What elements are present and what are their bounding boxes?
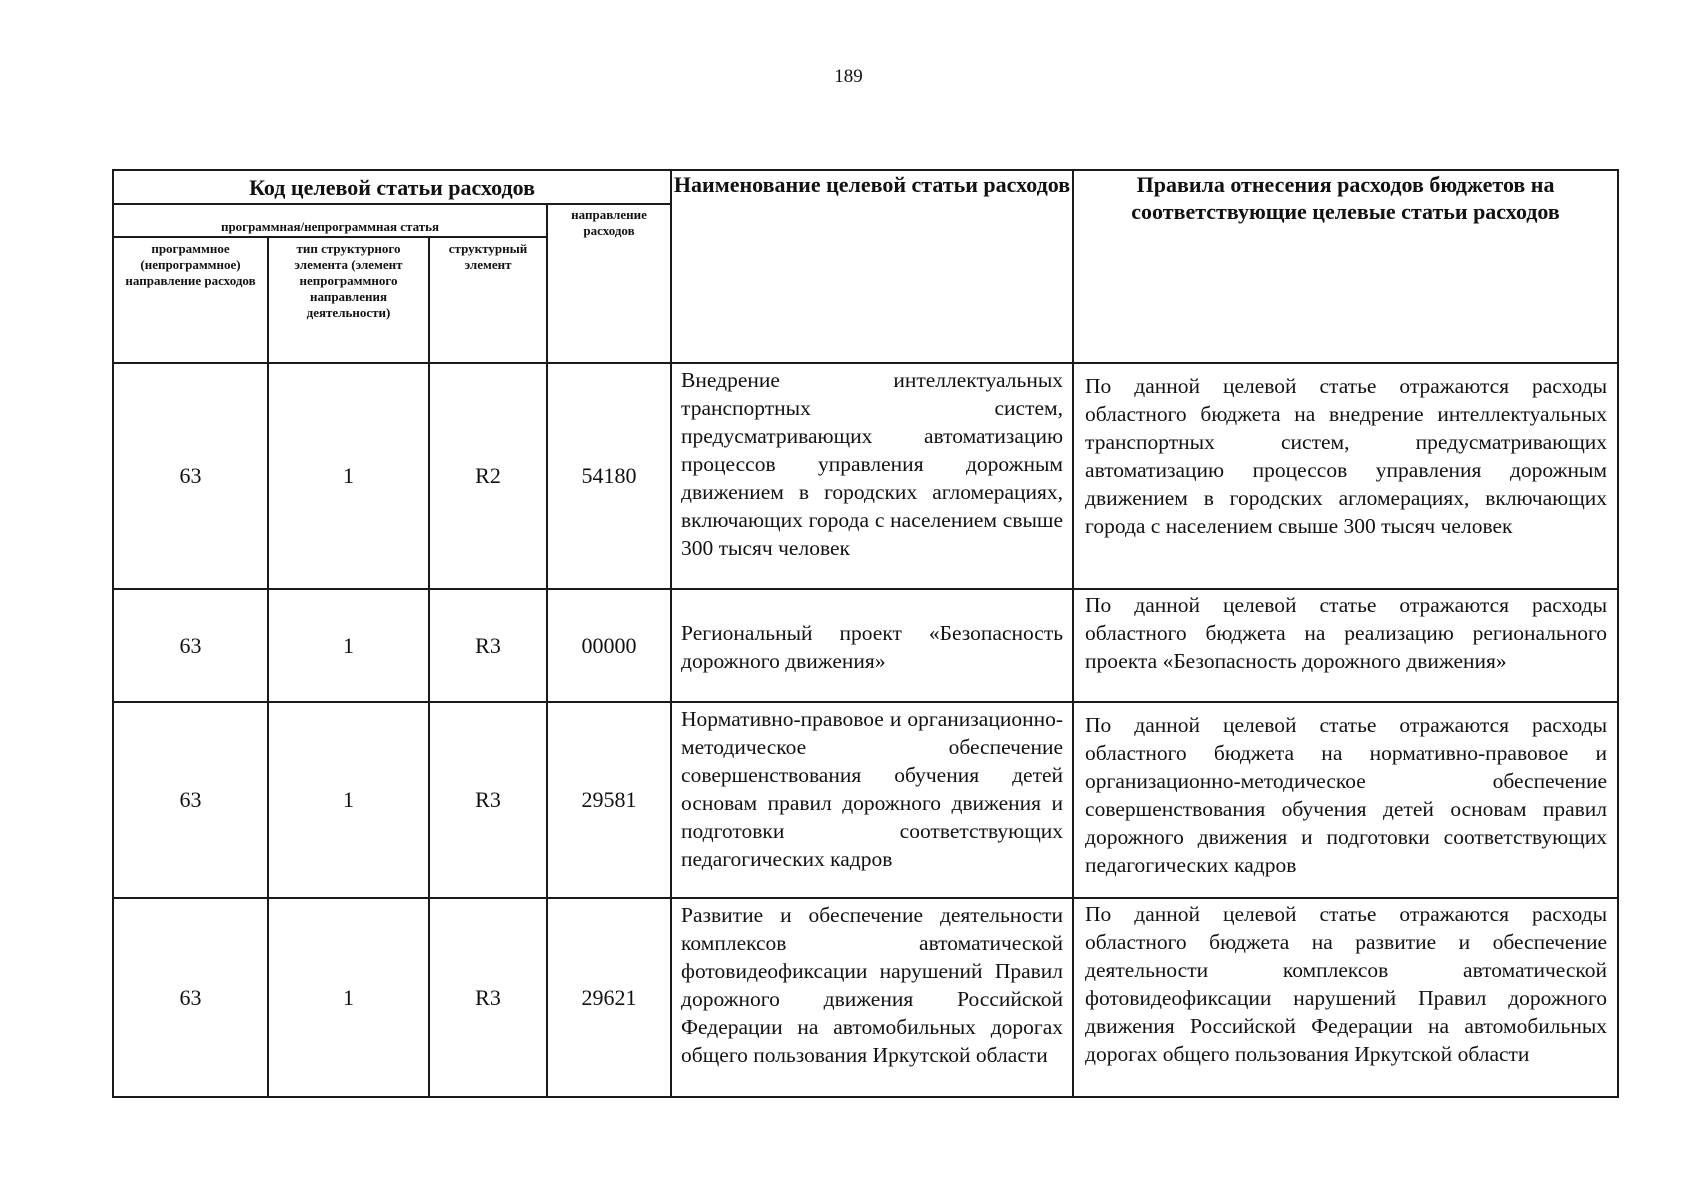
table-row — [113, 898, 1618, 1097]
program-code-cell: 63 — [113, 363, 268, 589]
type-code-cell: 1 — [268, 898, 429, 1097]
direction-code-cell: 29581 — [547, 702, 671, 898]
header-rules: Правила отнесения расходов бюджетов на соответствующие целевые статьи расходов — [1073, 170, 1618, 363]
target-expense-table — [112, 169, 1619, 1098]
expense-name-cell: Внедрение интеллектуальных транспортных систем, предусматривающих автоматизацию процессов управления дорожным движением в городских агломерациях, включающих города с населением свыше 300 тысяч человек — [671, 363, 1073, 589]
element-code-cell: R3 — [429, 589, 547, 702]
direction-code-cell: 00000 — [547, 589, 671, 702]
header-program-direction: программное (непрограммное) направление расходов — [113, 237, 268, 363]
element-code-cell: R2 — [429, 363, 547, 589]
element-code-cell: R3 — [429, 898, 547, 1097]
header-direction: направление расходов — [547, 204, 671, 363]
type-code-cell: 1 — [268, 363, 429, 589]
expense-name-cell: Региональный проект «Безопасность дорожного движения» — [671, 589, 1073, 702]
program-code-cell: 63 — [113, 702, 268, 898]
expense-rule-cell: По данной целевой статье отражаются расходы областного бюджета на развитие и обеспечение деятельности комплексов автоматической фотовидеофиксации нарушений Правил дорожного движения Российской Федерации на автомобильных дорогах общего пользования Иркутской области — [1073, 898, 1618, 1097]
header-row-top — [113, 170, 1618, 204]
type-code-cell: 1 — [268, 589, 429, 702]
expense-rule-cell: По данной целевой статье отражаются расходы областного бюджета на нормативно-правовое и организационно-методическое обеспечение совершенствования обучения детей основам правил дорожного движения и подготовки соответствующих педагогических кадров — [1073, 702, 1618, 898]
expense-rule-cell: По данной целевой статье отражаются расходы областного бюджета на внедрение интеллектуальных транспортных систем, предусматривающих автоматизацию процессов управления дорожным движением в городских агломерациях, включающих города с населением свыше 300 тысяч человек — [1073, 363, 1618, 589]
header-structural-element: структурный элемент — [429, 237, 547, 363]
table-row — [113, 702, 1618, 898]
table-row — [113, 589, 1618, 702]
direction-code-cell: 54180 — [547, 363, 671, 589]
header-name: Наименование целевой статьи расходов — [671, 170, 1073, 363]
program-code-cell: 63 — [113, 589, 268, 702]
page-number: 189 — [834, 66, 863, 87]
program-code-cell: 63 — [113, 898, 268, 1097]
direction-code-cell: 29621 — [547, 898, 671, 1097]
expense-name-cell: Развитие и обеспечение деятельности комплексов автоматической фотовидеофиксации нарушений Правил дорожного движения Российской Федерации на автомобильных дорогах общего пользования Иркутской области — [671, 898, 1073, 1097]
header-code: Код целевой статьи расходов — [113, 170, 671, 204]
header-element-type: тип структурного элемента (элемент непрограммного направления деятельности) — [268, 237, 429, 363]
expense-name-cell: Нормативно-правовое и организационно-методическое обеспечение совершенствования обучения детей основам правил дорожного движения и подготовки соответствующих педагогических кадров — [671, 702, 1073, 898]
table-row — [113, 363, 1618, 589]
type-code-cell: 1 — [268, 702, 429, 898]
header-program-section: программная/непрограммная статья — [113, 204, 547, 237]
element-code-cell: R3 — [429, 702, 547, 898]
expense-rule-cell: По данной целевой статье отражаются расходы областного бюджета на реализацию регионального проекта «Безопасность дорожного движения» — [1073, 589, 1618, 702]
